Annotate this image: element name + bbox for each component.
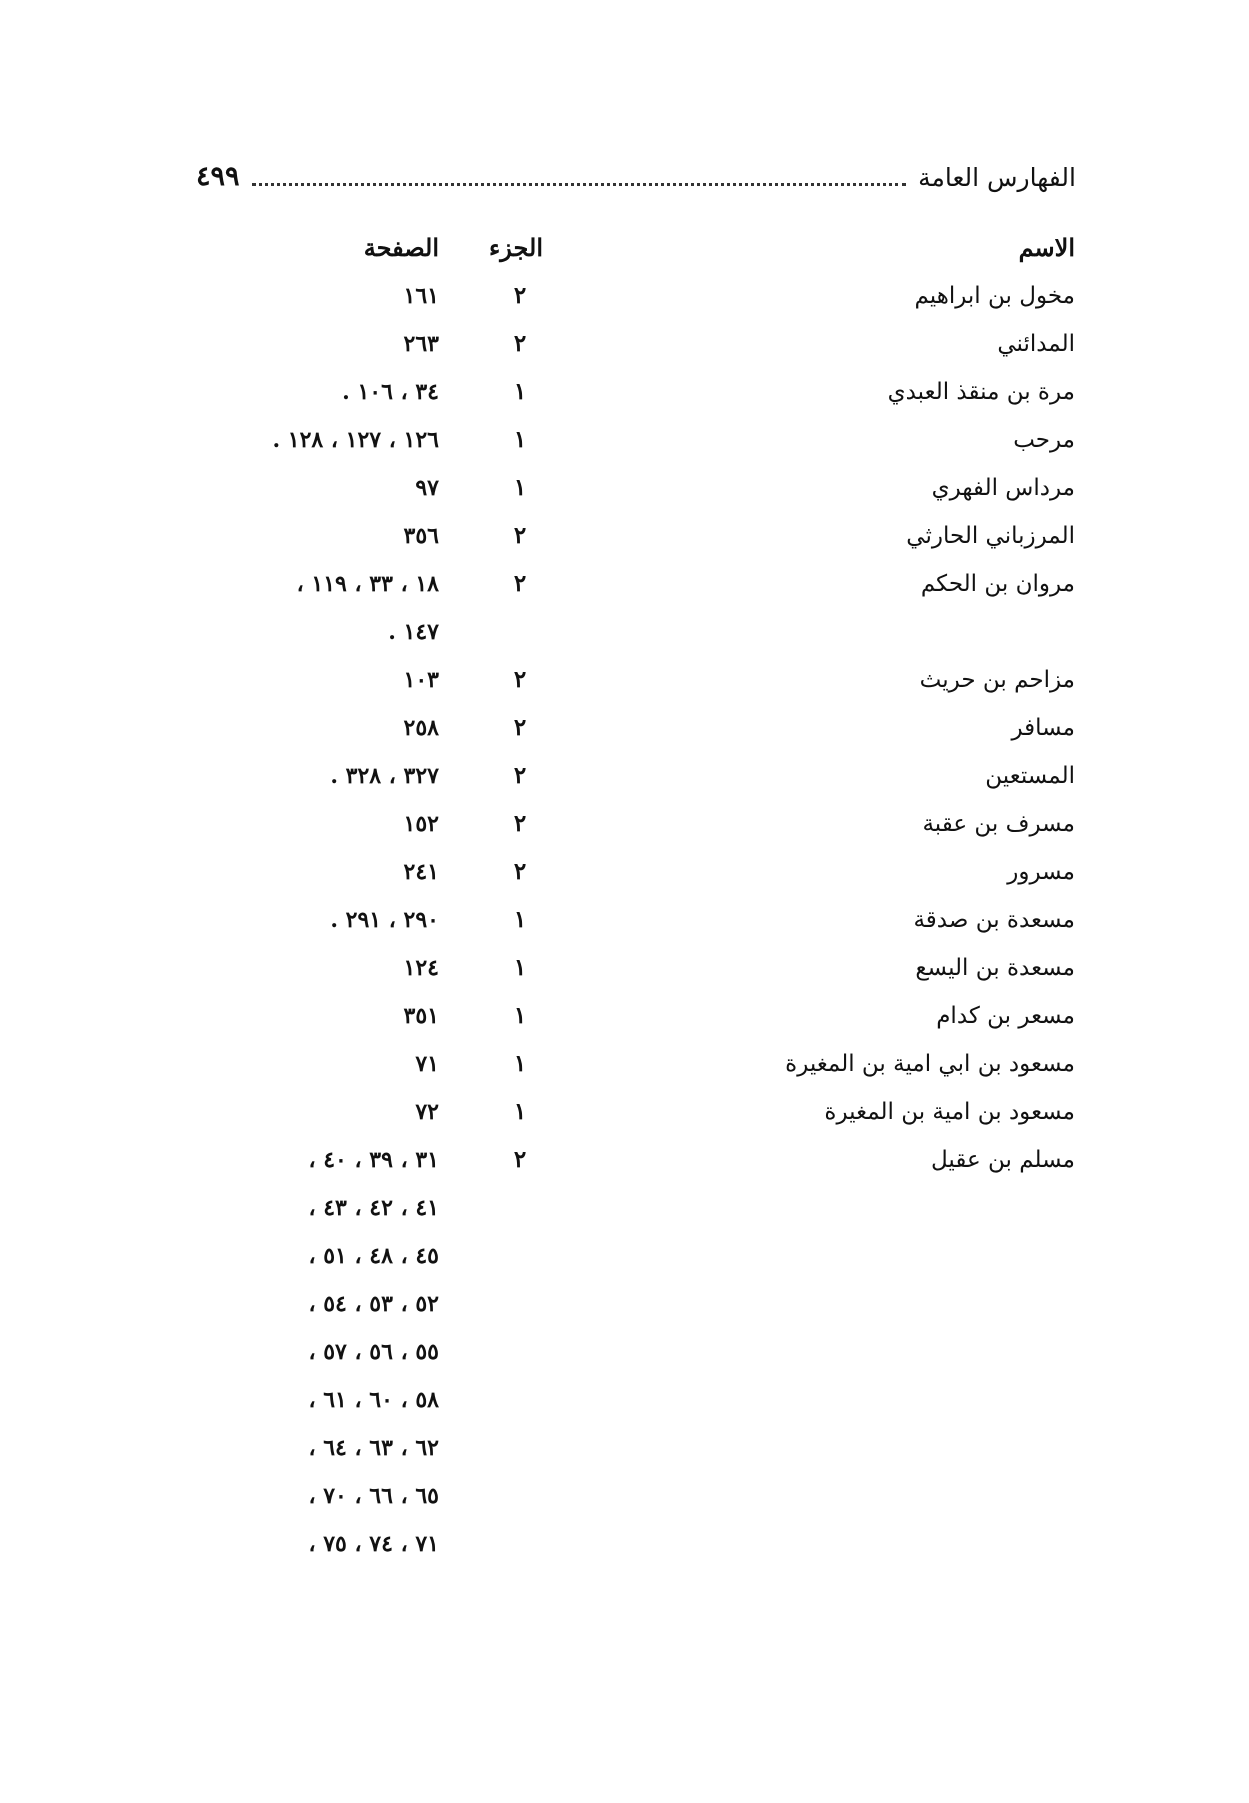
- header-dot-leader: [252, 183, 907, 186]
- entry-pages: ٣٢٧ ، ٣٢٨ .: [330, 763, 439, 789]
- entry-name: مزاحم بن حريث: [919, 667, 1075, 693]
- entry-part: ١: [513, 906, 527, 933]
- entry-pages: ١٨ ، ٣٣ ، ١١٩ ،: [296, 571, 439, 597]
- entry-pages: ٣٥٦: [403, 523, 439, 549]
- entry-pages: ٤١ ، ٤٢ ، ٤٣ ،: [308, 1195, 439, 1221]
- index-row: [0, 1236, 1249, 1276]
- entry-name: مسعر بن كدام: [936, 1003, 1075, 1029]
- entry-pages: ٦٢ ، ٦٣ ، ٦٤ ،: [308, 1435, 439, 1461]
- entry-pages: ٢٩٠ ، ٢٩١ .: [330, 907, 439, 933]
- entry-name: مخول بن ابراهيم: [914, 283, 1075, 309]
- entry-part: ٢: [513, 1146, 527, 1173]
- index-row: [0, 612, 1249, 652]
- entry-pages: ٣٤ ، ١٠٦ .: [342, 379, 439, 405]
- entry-part: ٢: [513, 810, 527, 837]
- entry-pages: ٧١ ، ٧٤ ، ٧٥ ،: [308, 1531, 439, 1557]
- entry-name: مسرور: [1007, 859, 1075, 885]
- entry-pages: ٢٦٣: [403, 331, 439, 357]
- entry-part: ٢: [513, 570, 527, 597]
- header-title: الفهارس العامة: [918, 163, 1076, 192]
- entry-part: ١: [513, 474, 527, 501]
- column-heading-name: الاسم: [1018, 233, 1075, 262]
- entry-name: مسعدة بن اليسع: [915, 955, 1075, 981]
- entry-pages: ٥٥ ، ٥٦ ، ٥٧ ،: [308, 1339, 439, 1365]
- entry-pages: ٩٧: [415, 475, 439, 501]
- index-row: [0, 852, 1249, 892]
- index-row: [0, 1044, 1249, 1084]
- entry-pages: ٢٥٨: [403, 715, 439, 741]
- index-row: [0, 468, 1249, 508]
- entry-name: المدائني: [997, 331, 1075, 357]
- entry-part: ٢: [513, 858, 527, 885]
- entry-pages: ٧٢: [415, 1099, 439, 1125]
- entry-pages: ٥٢ ، ٥٣ ، ٥٤ ،: [308, 1291, 439, 1317]
- entry-name: مسافر: [1011, 715, 1075, 741]
- index-row: [0, 948, 1249, 988]
- entry-name: مسلم بن عقيل: [930, 1147, 1075, 1173]
- index-row: [0, 1524, 1249, 1564]
- entry-name: مرة بن منقذ العبدي: [887, 379, 1075, 405]
- entry-pages: ٣٥١: [403, 1003, 439, 1029]
- entry-name: مروان بن الحكم: [920, 571, 1075, 597]
- index-row: [0, 324, 1249, 364]
- entry-part: ١: [513, 426, 527, 453]
- index-row: [0, 1476, 1249, 1516]
- column-heading-pages: الصفحة: [363, 233, 439, 262]
- entry-pages: ١٢٤: [403, 955, 439, 981]
- index-row: [0, 1380, 1249, 1420]
- index-row: [0, 1332, 1249, 1372]
- entry-name: المرزباني الحارثي: [906, 523, 1075, 549]
- index-row: [0, 996, 1249, 1036]
- running-header: [196, 152, 1076, 192]
- index-row: [0, 516, 1249, 556]
- entry-part: ١: [513, 1050, 527, 1077]
- entry-part: ١: [513, 1002, 527, 1029]
- entry-pages: ١٠٣: [403, 667, 439, 693]
- index-row: [0, 1140, 1249, 1180]
- entry-name: مسرف بن عقبة: [922, 811, 1075, 837]
- index-row: [0, 1284, 1249, 1324]
- entry-part: ٢: [513, 282, 527, 309]
- entry-part: ٢: [513, 330, 527, 357]
- entry-pages: ١٢٦ ، ١٢٧ ، ١٢٨ .: [272, 427, 439, 453]
- entry-name: مرحب: [1013, 427, 1075, 453]
- entry-pages: ١٤٧ .: [388, 619, 439, 645]
- entry-part: ٢: [513, 666, 527, 693]
- entry-pages: ٧١: [415, 1051, 439, 1077]
- entry-name: مسعود بن امية بن المغيرة: [824, 1099, 1075, 1125]
- entry-pages: ١٥٢: [403, 811, 439, 837]
- entry-name: مرداس الفهري: [931, 475, 1075, 501]
- entry-pages: ١٦١: [403, 283, 439, 309]
- entry-pages: ٦٥ ، ٦٦ ، ٧٠ ،: [308, 1483, 439, 1509]
- entry-pages: ٤٥ ، ٤٨ ، ٥١ ،: [308, 1243, 439, 1269]
- index-row: [0, 420, 1249, 460]
- column-headings: [0, 228, 1249, 268]
- entry-part: ٢: [513, 522, 527, 549]
- page-number: ٤٩٩: [196, 161, 240, 192]
- entry-name: المستعين: [985, 763, 1075, 789]
- entry-pages: ٢٤١: [403, 859, 439, 885]
- index-row: [0, 1092, 1249, 1132]
- entry-part: ١: [513, 954, 527, 981]
- entry-part: ٢: [513, 714, 527, 741]
- index-row: [0, 564, 1249, 604]
- entry-pages: ٣١ ، ٣٩ ، ٤٠ ،: [308, 1147, 439, 1173]
- entry-name: مسعود بن ابي امية بن المغيرة: [785, 1051, 1075, 1077]
- index-row: [0, 372, 1249, 412]
- index-row: [0, 804, 1249, 844]
- entry-name: مسعدة بن صدقة: [913, 907, 1075, 933]
- index-row: [0, 660, 1249, 700]
- entry-pages: ٥٨ ، ٦٠ ، ٦١ ،: [308, 1387, 439, 1413]
- index-row: [0, 276, 1249, 316]
- index-row: [0, 900, 1249, 940]
- index-row: [0, 1428, 1249, 1468]
- entry-part: ١: [513, 1098, 527, 1125]
- entry-part: ٢: [513, 762, 527, 789]
- column-heading-part: الجزء: [489, 233, 543, 262]
- entry-part: ١: [513, 378, 527, 405]
- index-row: [0, 1188, 1249, 1228]
- index-row: [0, 756, 1249, 796]
- index-row: [0, 708, 1249, 748]
